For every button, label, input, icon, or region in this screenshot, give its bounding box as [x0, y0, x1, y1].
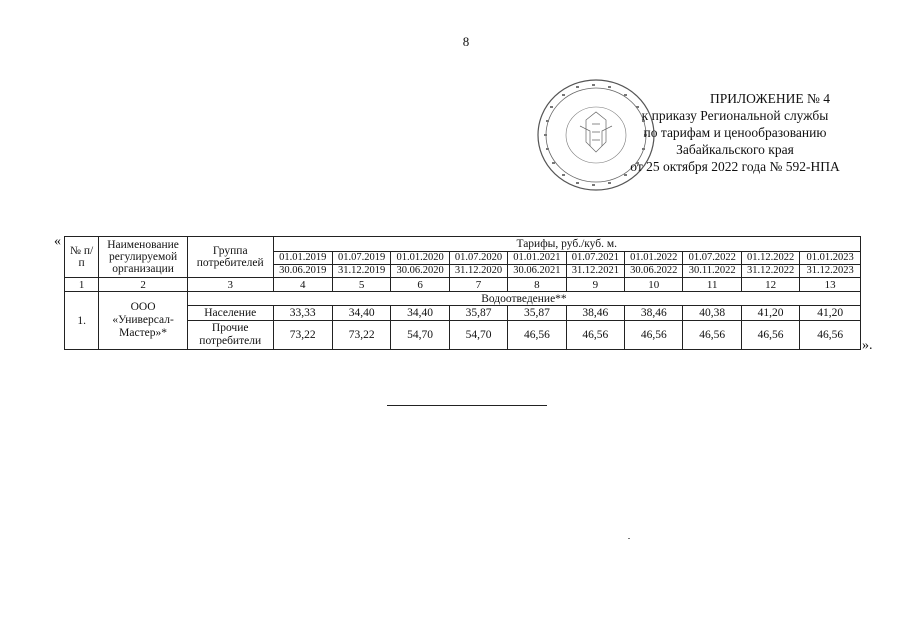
period-cell — [800, 252, 861, 278]
tariff-value: 34,40 — [391, 306, 449, 321]
tariff-value: 40,38 — [683, 306, 741, 321]
period-to: 31.12.2020 — [454, 265, 503, 276]
row-number: 1. — [65, 292, 99, 350]
appendix-line: к приказу Региональной службы — [641, 108, 829, 123]
tariff-value: 35,87 — [508, 306, 566, 321]
period-from: 01.07.2020 — [450, 252, 507, 265]
period-cell — [508, 252, 566, 278]
consumer-group: Население — [187, 306, 273, 321]
period-from: 01.01.2022 — [625, 252, 682, 265]
tariff-value: 33,33 — [273, 306, 332, 321]
period-cell — [683, 252, 741, 278]
period-to: 30.11.2022 — [688, 265, 736, 276]
period-cell — [449, 252, 507, 278]
period-from: 01.12.2022 — [742, 252, 799, 265]
tariff-value: 73,22 — [332, 321, 390, 350]
period-from: 01.01.2023 — [800, 252, 860, 265]
appendix-line: Забайкальского края — [676, 142, 794, 157]
header-organization: Наименование регулируемой организации — [99, 237, 188, 278]
period-cell — [625, 252, 683, 278]
organization-name: ООО «Универсал-Мастер»* — [99, 292, 188, 350]
tariff-value: 34,40 — [332, 306, 390, 321]
tariff-value: 41,20 — [800, 306, 861, 321]
column-number: 9 — [566, 278, 624, 292]
appendix-title: ПРИЛОЖЕНИЕ № 4 — [709, 91, 831, 106]
period-to: 31.12.2022 — [746, 265, 795, 276]
column-number: 8 — [508, 278, 566, 292]
tariff-value: 46,56 — [508, 321, 566, 350]
tariff-value: 41,20 — [741, 306, 799, 321]
period-cell — [332, 252, 390, 278]
period-to: 30.06.2022 — [630, 265, 678, 276]
tariff-value: 38,46 — [566, 306, 624, 321]
column-number: 10 — [625, 278, 683, 292]
tariff-value: 46,56 — [741, 321, 799, 350]
period-to: 31.12.2023 — [806, 265, 854, 276]
column-number: 1 — [65, 278, 99, 292]
opening-quote: « — [54, 234, 61, 249]
period-from: 01.07.2021 — [567, 252, 624, 265]
tariff-value: 35,87 — [449, 306, 507, 321]
tariff-value: 46,56 — [800, 321, 861, 350]
period-to: 31.12.2019 — [338, 265, 386, 276]
period-to: 30.06.2020 — [396, 265, 444, 276]
period-from: 01.01.2020 — [391, 252, 448, 265]
period-from: 01.01.2019 — [274, 252, 332, 265]
column-number: 13 — [800, 278, 861, 292]
period-from: 01.01.2021 — [508, 252, 565, 265]
header-num: № п/п — [65, 237, 99, 278]
tariff-value: 46,56 — [625, 321, 683, 350]
consumer-group: Прочие потребители — [187, 321, 273, 350]
period-cell — [741, 252, 799, 278]
period-cell — [566, 252, 624, 278]
column-number: 5 — [332, 278, 390, 292]
column-numbers-row — [65, 278, 861, 292]
service-type: Водоотведение** — [187, 292, 860, 306]
tariff-value: 54,70 — [449, 321, 507, 350]
appendix-line: по тарифам и ценообразованию — [643, 125, 827, 140]
closing-quote: ». — [862, 338, 873, 353]
period-to: 30.06.2019 — [279, 265, 327, 276]
period-cell — [273, 252, 332, 278]
column-number: 7 — [449, 278, 507, 292]
tariff-value: 46,56 — [566, 321, 624, 350]
header-consumer-group: Группа потребителей — [187, 237, 273, 278]
column-number: 2 — [99, 278, 188, 292]
tariff-value: 46,56 — [683, 321, 741, 350]
separator-line — [387, 405, 547, 406]
tariff-value: 73,22 — [273, 321, 332, 350]
period-cell — [391, 252, 449, 278]
column-number: 12 — [741, 278, 799, 292]
tariff-value: 54,70 — [391, 321, 449, 350]
table-row — [65, 292, 861, 306]
scan-artifact — [628, 538, 630, 539]
column-number: 4 — [273, 278, 332, 292]
tariff-table — [64, 236, 861, 350]
column-number: 3 — [187, 278, 273, 292]
period-to: 31.12.2021 — [571, 265, 619, 276]
appendix-line: от 25 октября 2022 года № 592-НПА — [630, 159, 840, 174]
tariff-value: 38,46 — [625, 306, 683, 321]
page-number: 8 — [462, 34, 470, 49]
column-number: 11 — [683, 278, 741, 292]
period-to: 30.06.2021 — [513, 265, 561, 276]
appendix-header — [610, 90, 860, 175]
header-tariffs: Тарифы, руб./куб. м. — [273, 237, 860, 252]
period-from: 01.07.2022 — [683, 252, 740, 265]
period-from: 01.07.2019 — [333, 252, 390, 265]
column-number: 6 — [391, 278, 449, 292]
